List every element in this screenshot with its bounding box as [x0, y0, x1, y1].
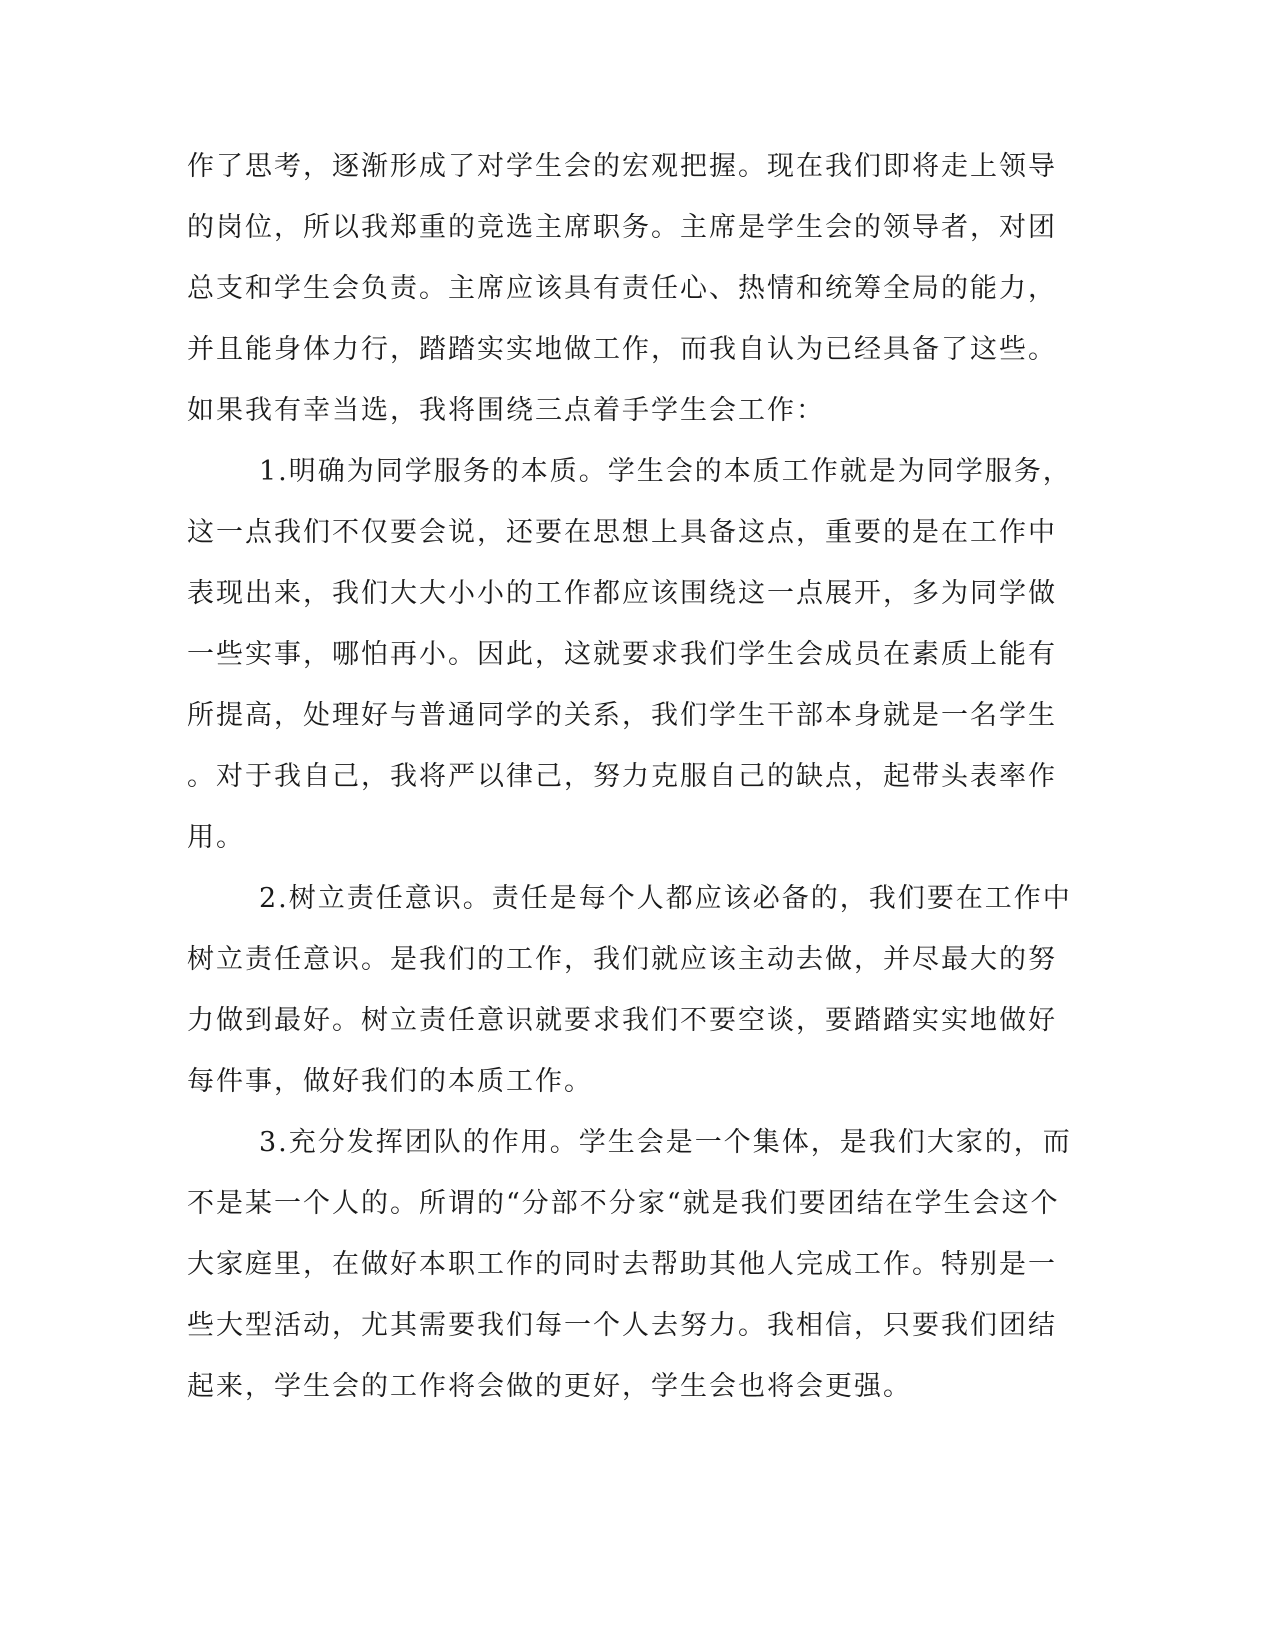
- paragraph-point-1: [187, 441, 1072, 868]
- text-line: 如果我有幸当选，我将围绕三点着手学生会工作：: [187, 395, 825, 426]
- text-line: 1.明确为同学服务的本质。学生会的本质工作就是为同学服务，: [259, 456, 1072, 487]
- paragraph-point-2: [187, 868, 1072, 1112]
- text-line: 起来，学生会的工作将会做的更好，学生会也将会更强。: [187, 1371, 912, 1402]
- text-line: 力做到最好。树立责任意识就要求我们不要空谈，要踏踏实实地做好: [187, 1005, 1057, 1036]
- text-line: 所提高，处理好与普通同学的关系，我们学生干部本身就是一名学生: [187, 700, 1057, 731]
- text-line: 表现出来，我们大大小小的工作都应该围绕这一点展开，多为同学做: [187, 578, 1057, 609]
- text-line: 不是某一个人的。所谓的“分部不分家“就是我们要团结在学生会这个: [187, 1188, 1060, 1219]
- text-line: 的岗位，所以我郑重的竞选主席职务。主席是学生会的领导者，对团: [187, 212, 1057, 243]
- text-line: 些大型活动，尤其需要我们每一个人去努力。我相信，只要我们团结: [187, 1310, 1057, 1341]
- text-line: 。对于我自己，我将严以律己，努力克服自己的缺点，起带头表率作: [187, 761, 1057, 792]
- text-line: 并且能身体力行，踏踏实实地做工作，而我自认为已经具备了这些。: [187, 334, 1057, 365]
- text-line: 树立责任意识。是我们的工作，我们就应该主动去做，并尽最大的努: [187, 944, 1057, 975]
- paragraph-intro: [187, 136, 1069, 441]
- text-line: 总支和学生会负责。主席应该具有责任心、热情和统筹全局的能力，: [187, 273, 1057, 304]
- text-line: 2.树立责任意识。责任是每个人都应该必备的，我们要在工作中: [259, 883, 1072, 914]
- document-body: [187, 136, 1072, 1417]
- text-line: 3.充分发挥团队的作用。学生会是一个集体，是我们大家的，而: [259, 1127, 1072, 1158]
- text-line: 大家庭里，在做好本职工作的同时去帮助其他人完成工作。特别是一: [187, 1249, 1057, 1280]
- paragraph-point-3: [187, 1112, 1072, 1417]
- text-line: 这一点我们不仅要会说，还要在思想上具备这点，重要的是在工作中: [187, 517, 1057, 548]
- text-line: 每件事，做好我们的本质工作。: [187, 1066, 593, 1097]
- text-line: 作了思考，逐渐形成了对学生会的宏观把握。现在我们即将走上领导: [187, 151, 1057, 182]
- text-line: 一些实事，哪怕再小。因此，这就要求我们学生会成员在素质上能有: [187, 639, 1057, 670]
- text-line: 用。: [187, 822, 245, 853]
